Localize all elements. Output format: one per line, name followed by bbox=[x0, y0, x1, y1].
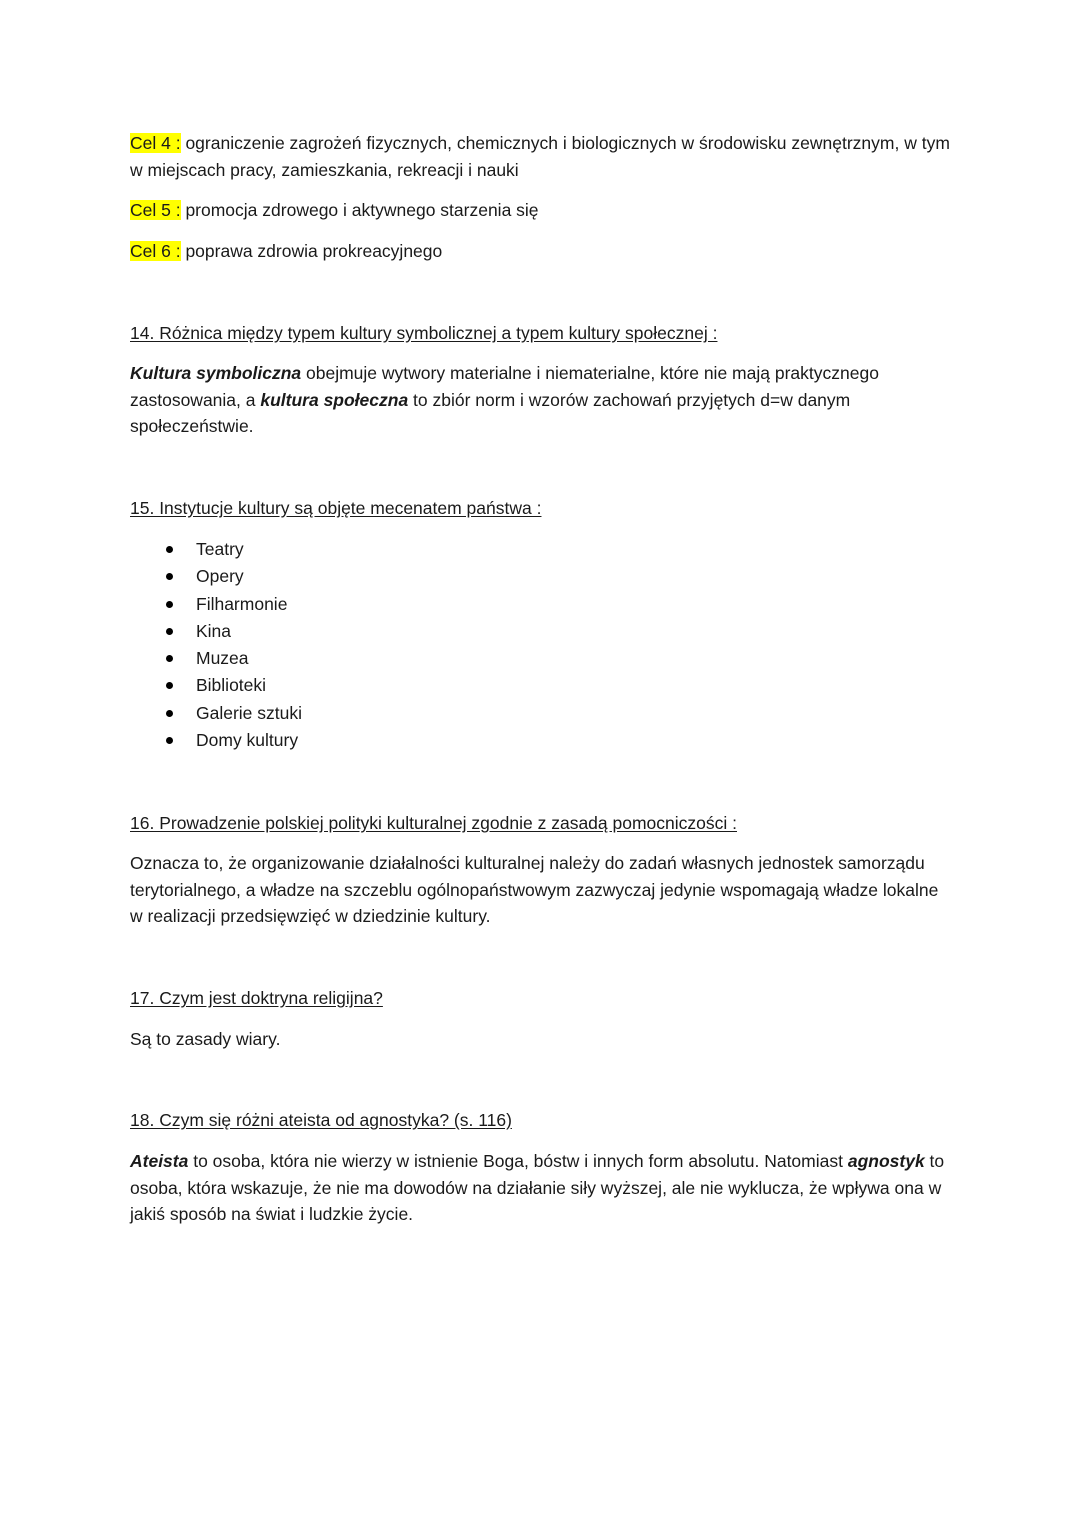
list-item: Domy kultury bbox=[166, 727, 302, 754]
question-17-answer: Są to zasady wiary. bbox=[130, 1029, 281, 1049]
bullet-icon bbox=[166, 682, 173, 689]
goal-4-text: ograniczenie zagrożeń fizycznych, chemicznych i biologicznych w środowisku zewnętrznym, w tym w miejscach pracy, zamieszkania, rekreacji i nauki bbox=[130, 133, 950, 180]
goal-6-label: Cel 6 : bbox=[130, 241, 181, 261]
goal-5-text: promocja zdrowego i aktywnego starzenia się bbox=[180, 200, 539, 220]
goal-5-label: Cel 5 : bbox=[130, 200, 181, 220]
q14-term-symbolic: Kultura symboliczna bbox=[130, 363, 302, 383]
q18-text-1: to osoba, która nie wierzy w istnienie Boga, bóstw i innych form absolutu. Natomiast bbox=[188, 1151, 848, 1171]
q14-text-1: obejmuje wytwory materialne i niematerialne, które nie mają praktycznego zastosowania, a bbox=[130, 363, 879, 410]
question-18-heading: 18. Czym się różni ateista od agnostyka? (s. 116) bbox=[130, 1110, 512, 1130]
bullet-icon bbox=[166, 546, 173, 553]
q14-text-2: to zbiór norm i wzorów zachowań przyjętych d=w danym społeczeństwie. bbox=[130, 389, 851, 436]
bullet-icon bbox=[166, 710, 173, 717]
bullet-icon bbox=[166, 573, 173, 580]
question-14-answer bbox=[130, 360, 950, 440]
goal-4-label: Cel 4 : bbox=[130, 133, 181, 153]
q18-text-2: to osoba, która wskazuje, że nie ma dowodów na działanie siły wyższej, ale nie wyklucza, że wpływa ona w jakiś sposób na świat i ludzkie życie. bbox=[130, 1151, 945, 1224]
q14-term-social: kultura społeczna bbox=[260, 389, 409, 410]
goal-5-paragraph bbox=[130, 197, 950, 224]
list-item: Biblioteki bbox=[166, 672, 302, 699]
bullet-icon bbox=[166, 655, 173, 662]
list-item: Teatry bbox=[166, 536, 302, 563]
q18-term-agnostic: agnostyk bbox=[847, 1151, 925, 1171]
question-18-answer bbox=[130, 1148, 950, 1228]
bullet-icon bbox=[166, 601, 173, 608]
list-item: Muzea bbox=[166, 645, 302, 672]
bullet-icon bbox=[166, 737, 173, 744]
question-14-heading: 14. Różnica między typem kultury symbolicznej a typem kultury społecznej : bbox=[130, 323, 718, 343]
list-item: Kina bbox=[166, 618, 302, 645]
institutions-list bbox=[166, 536, 302, 754]
question-15-heading: 15. Instytucje kultury są objęte mecenatem państwa : bbox=[130, 498, 542, 518]
bullet-icon bbox=[166, 628, 173, 635]
list-item: Opery bbox=[166, 563, 302, 590]
q18-term-atheist: Ateista bbox=[130, 1151, 189, 1171]
question-16-answer: Oznacza to, że organizowanie działalności kulturalnej należy do zadań własnych jednostek samorządu terytorialnego, a władze na szczeblu ogólnopaństwowym zazwyczaj jedynie wspomagają władze lokalne w realizacji przedsięwzięć w dziedzinie kultury. bbox=[130, 853, 939, 926]
goal-6-paragraph bbox=[130, 238, 950, 265]
goal-6-text: poprawa zdrowia prokreacyjnego bbox=[180, 241, 443, 261]
goal-4-paragraph bbox=[130, 130, 950, 183]
list-item: Galerie sztuki bbox=[166, 700, 302, 727]
question-17-heading: 17. Czym jest doktryna religijna? bbox=[130, 988, 383, 1008]
question-16-heading: 16. Prowadzenie polskiej polityki kulturalnej zgodnie z zasadą pomocniczości : bbox=[130, 813, 737, 833]
list-item: Filharmonie bbox=[166, 591, 302, 618]
